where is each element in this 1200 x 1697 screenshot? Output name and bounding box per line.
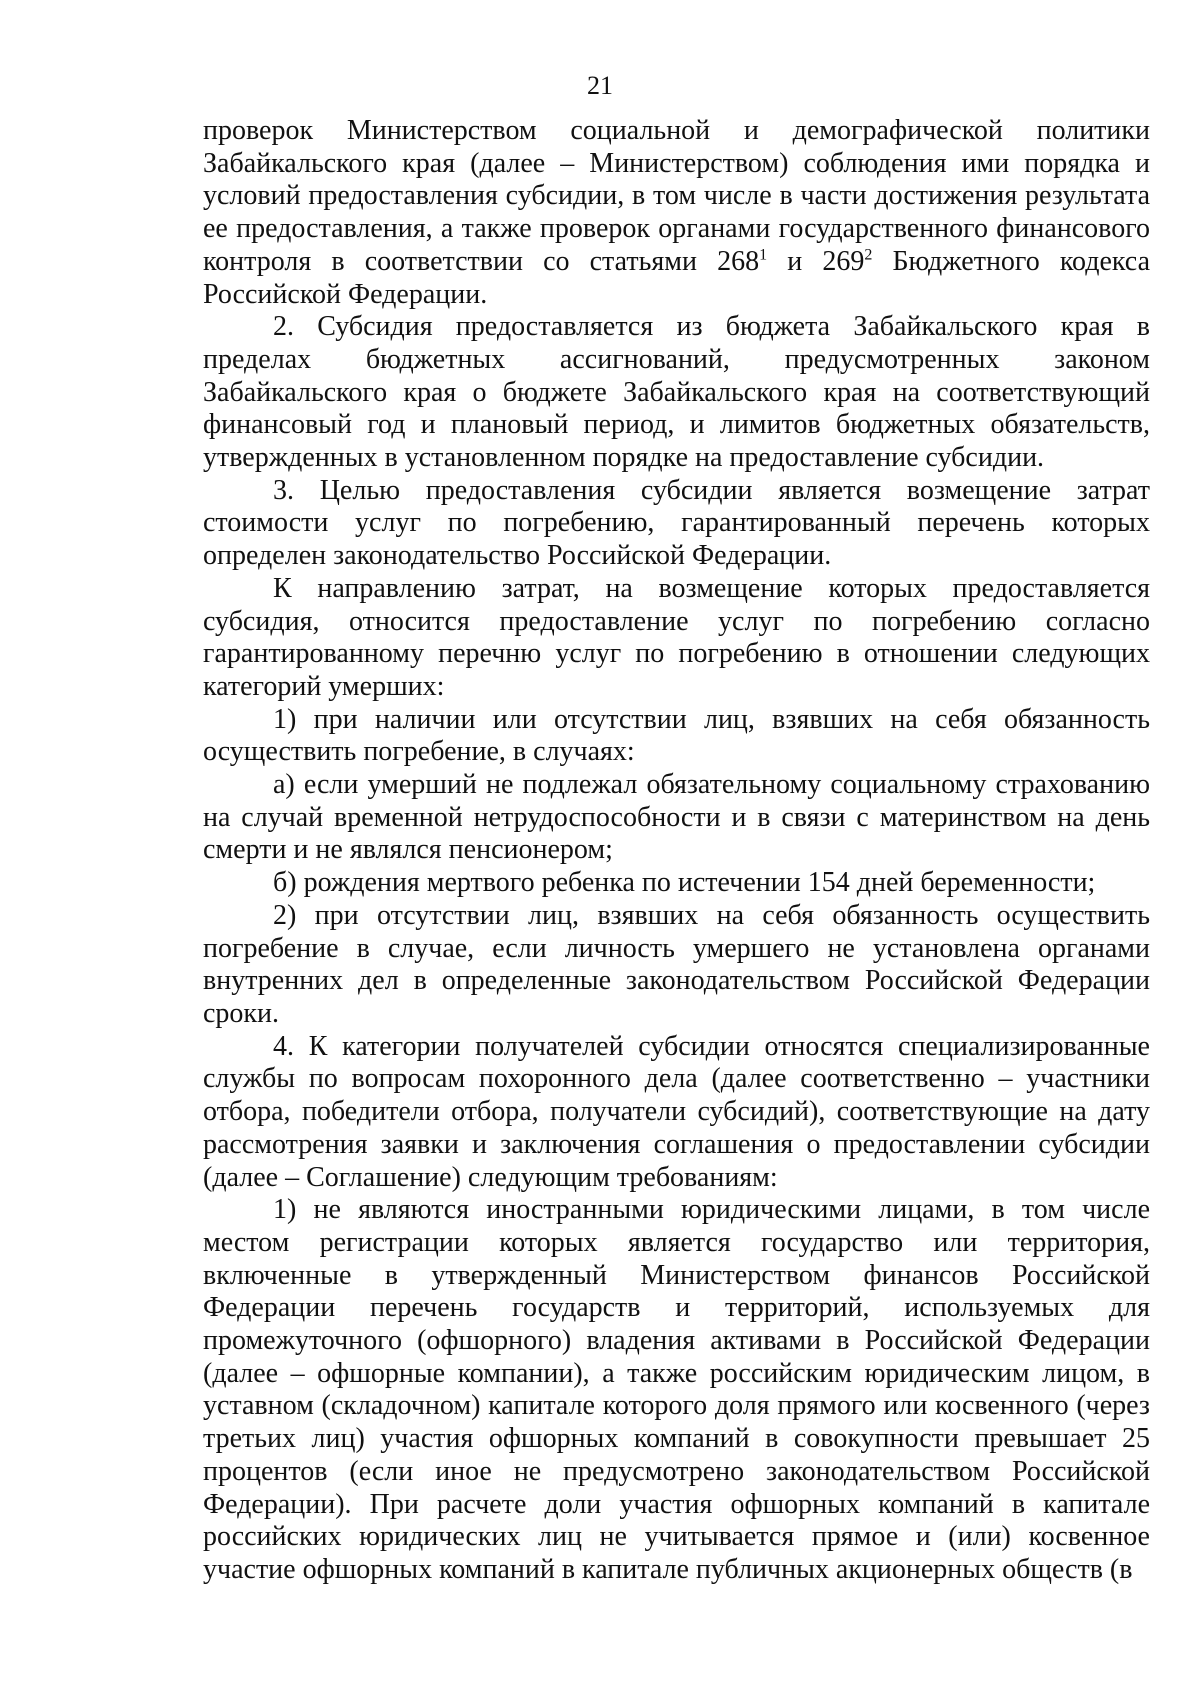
paragraph-1-part-2: и 269 (767, 245, 865, 277)
paragraph-7: б) рождения мертвого ребенка по истечении 154 дней беременности; (273, 867, 1096, 899)
paragraph-3: 3. Целью предоставления субсидии является возмещение затрат стоимости услуг по погребению, гарантированный перечень которых определен законодательство Российской Федерации. (203, 474, 1150, 572)
paragraph-8: 2) при отсутствии лиц, взявших на себя обязанность осуществить погребение в случае, если личность умершего не установлена органами внутренних дел в определенные законодательством Российской Федерации сроки. (203, 899, 1150, 1029)
footnote-superscript-2: 2 (864, 246, 873, 264)
paragraph-9: 4. К категории получателей субсидии относятся специализированные службы по вопросам похоронного дела (далее соответственно – участники отбора, победители отбора, получатели субсидий), соответствующие на дату рассмотрения заявки и заключения соглашения о предоставлении субсидии (далее – Соглашение) следующим требованиям: (203, 1030, 1150, 1193)
paragraph-5: 1) при наличии или отсутствии лиц, взявших на себя обязанность осуществить погребение, в случаях: (203, 703, 1150, 768)
paragraph-1-part-3: Бюджетного кодекса Российской Федерации. (203, 245, 1151, 310)
paragraph-2: 2. Субсидия предоставляется из бюджета Забайкальского края в пределах бюджетных ассигнований, предусмотренных законом Забайкальского края о бюджете Забайкальского края на соответствующий финансовый год и плановый период, и лимитов бюджетных обязательств, утвержденных в установленном порядке на предоставление субсидии. (203, 311, 1150, 474)
paragraph-4: К направлению затрат, на возмещение которых предоставляется субсидия, относится предоставление услуг по погребению согласно гарантированному перечню услуг по погребению в отношении следующих категорий умерших: (203, 572, 1150, 702)
paragraph-1-part-1: проверок Министерством социальной и демографической политики Забайкальского края (далее – Министерством) соблюдения ими порядка и условий предоставления субсидии, в том числе в части достижения результата ее предоставления, а также проверок органами государственного финансового контроля в соответствии со статьями 268 (203, 115, 1150, 277)
paragraph-6: а) если умерший не подлежал обязательному социальному страхованию на случай временной нетрудоспособности и в связи с материнством на день смерти и не являлся пенсионером; (203, 769, 1150, 866)
document-body (203, 115, 1150, 1587)
page-number: 21 (587, 71, 613, 100)
paragraph-1 (203, 115, 1150, 311)
paragraph-10: 1) не являются иностранными юридическими лицами, в том числе местом регистрации которых является государство или территория, включенные в утвержденный Министерством финансов Российской Федерации перечень государств и территорий, используемых для промежуточного (офшорного) владения активами в Российской Федерации (далее – офшорные компании), а также российским юридическим лицом, в уставном (складочном) капитале которого доля прямого или косвенного (через третьих лиц) участия офшорных компаний в совокупности превышает 25 процентов (если иное не предусмотрено законодательством Российской Федерации). При расчете доли участия офшорных компаний в капитале российских юридических лиц не учитывается прямое и (или) косвенное участие офшорных компаний в капитале публичных акционерных обществ (в (203, 1194, 1150, 1585)
footnote-superscript-1: 1 (759, 246, 768, 264)
